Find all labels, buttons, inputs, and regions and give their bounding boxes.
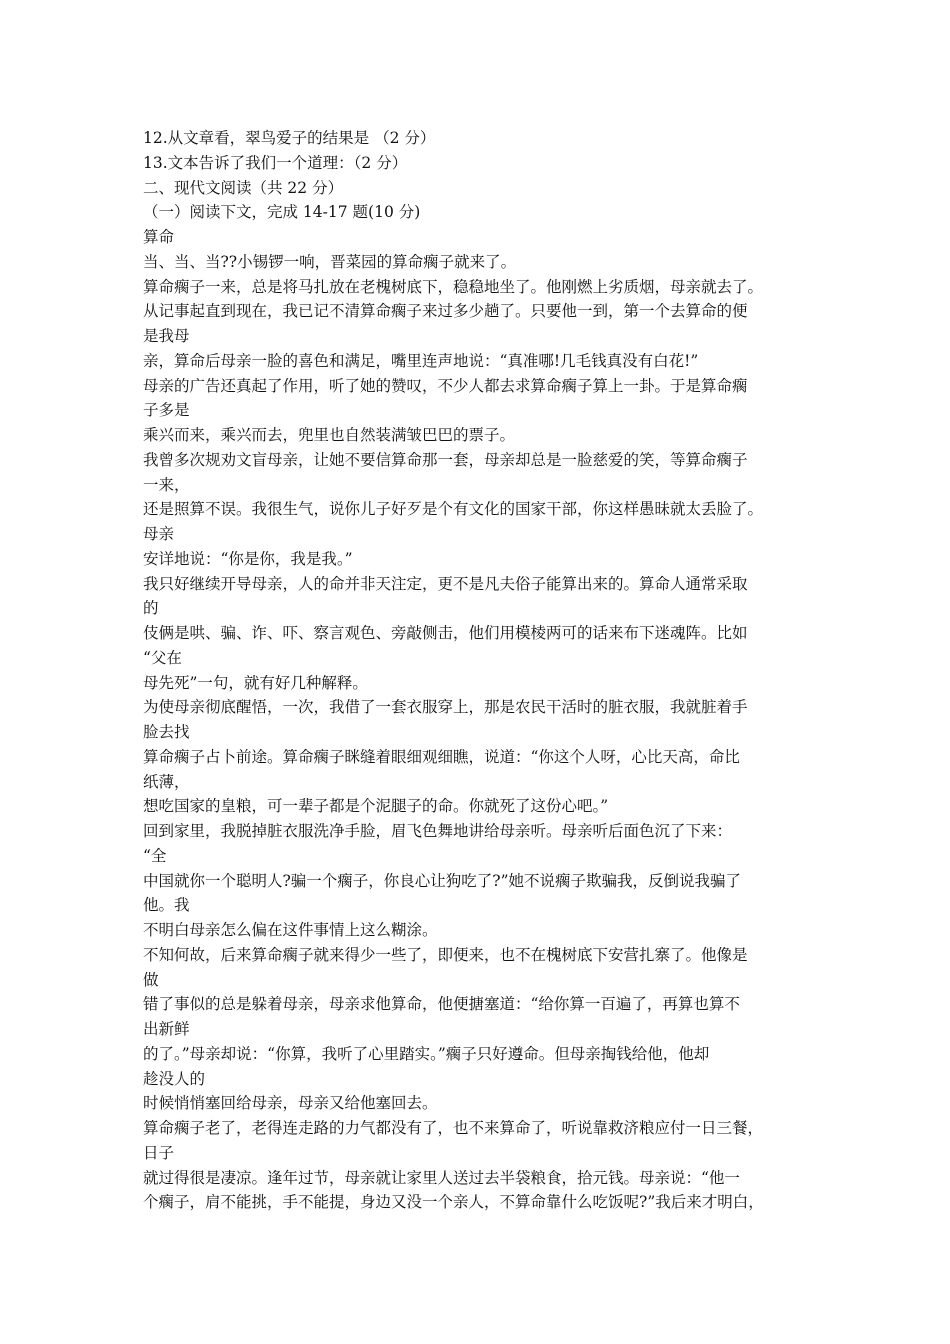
text-line: 错了事似的总是躲着母亲，母亲求他算命，他便搪塞道：“给你算一百遍了，再算也算不: [143, 995, 740, 1014]
text-line: 中国就你一个聪明人?骗一个瘸子，你良心让狗吃了?”她不说瘸子欺骗我，反倒说我骗了: [143, 871, 742, 890]
text-line: 做: [143, 970, 159, 989]
section-heading: 二、现代文阅读（共 22 分）: [143, 178, 344, 197]
text-line: 的: [143, 599, 159, 618]
text-line: 母亲的广告还真起了作用，听了她的赞叹，不少人都去求算命瘸子算上一卦。于是算命瘸: [143, 376, 748, 395]
document-page: [143, 126, 823, 1215]
text-line: 就过得很是凄凉。逢年过节，母亲就让家里人送过去半袋粮食，拾元钱。母亲说：“他一: [143, 1168, 740, 1187]
text-line: 当、当、当??小锡锣一响，晋菜园的算命瘸子就来了。: [143, 252, 517, 271]
text-line: 母亲: [143, 525, 175, 543]
text-line: 从记事起直到现在，我已记不清算命瘸子来过多少趟了。只要他一到，第一个去算命的便: [143, 302, 748, 321]
text-line: 他。我: [143, 896, 190, 915]
text-line: 回到家里，我脱掉脏衣服洗净手脸，眉飞色舞地讲给母亲听。母亲听后面色沉了下来：: [143, 822, 733, 840]
text-line: 亲，算命后母亲一脸的喜色和满足，嘴里连声地说：“真准哪!几毛钱真没有白花!”: [143, 351, 699, 370]
text-line: 算命瘸子占卜前途。算命瘸子眯缝着眼细观细瞧，说道：“你这个人呀，心比天高，命比: [143, 747, 740, 766]
text-line: 安详地说：“你是你，我是我。”: [143, 549, 353, 568]
text-line: 出新鲜: [143, 1020, 190, 1038]
text-line: 不明白母亲怎么偏在这件事情上这么糊涂。: [143, 921, 438, 939]
text-line: 为使母亲彻底醒悟，一次，我借了一套衣服穿上，那是农民干活时的脏衣服，我就脏着手: [143, 698, 748, 717]
text-line: 想吃国家的皇粮，可一辈子都是个泥腿子的命。你就死了这份心吧。”: [143, 797, 609, 816]
text-line: 算命瘸子老了，老得连走路的力气都没有了，也不来算命了，听说靠救济粮应付一日三餐，: [143, 1119, 764, 1137]
text-line: 还是照算不误。我很生气，说你儿子好歹是个有文化的国家干部，你这样愚昧就太丢脸了。: [143, 500, 764, 519]
text-line: 不知何故，后来算命瘸子就来得少一些了，即便来，也不在槐树底下安营扎寨了。他像是: [143, 945, 748, 964]
text-line: 13.文本告诉了我们一个道理：（2 分）: [143, 153, 408, 172]
text-line: 12.从文章看，翠鸟爱子的结果是 （2 分）: [143, 129, 436, 147]
text-line: （一）阅读下文，完成 14-17 题(10 分): [143, 203, 421, 222]
text-line: 纸薄，: [143, 772, 190, 791]
text-line: 一来，: [143, 475, 190, 494]
text-line: “父在: [143, 648, 182, 667]
text-line: 子多是: [143, 401, 190, 420]
text-line: 母先死”一句，就有好几种解释。: [143, 673, 368, 692]
article-title: 算命: [143, 228, 175, 246]
text-line: 时候悄悄塞回给母亲，母亲又给他塞回去。: [143, 1094, 438, 1113]
text-line: 伎俩是哄、骗、诈、吓、察言观色、旁敲侧击，他们用模棱两可的话来布下迷魂阵。比如: [143, 624, 748, 642]
text-line: 乘兴而来，乘兴而去，兜里也自然装满皱巴巴的票子。: [143, 426, 516, 444]
text-line: 我只好继续开导母亲，人的命并非天注定，更不是凡夫俗子能算出来的。算命人通常采取: [143, 574, 748, 593]
text-line: 脸去找: [143, 723, 190, 741]
text-line: 我曾多次规劝文盲母亲，让她不要信算命那一套，母亲却总是一脸慈爱的笑，等算命瘸子: [143, 450, 748, 469]
text-line: 趁没人的: [143, 1069, 206, 1088]
text-line: “全: [143, 846, 167, 865]
text-line: 算命瘸子一来，总是将马扎放在老槐树底下，稳稳地坐了。他刚燃上劣质烟，母亲就去了。: [143, 277, 764, 296]
text-line: 日子: [143, 1143, 175, 1162]
text-line: 是我母: [143, 327, 190, 345]
text-line: 个瘸子，肩不能挑，手不能提，身边又没一个亲人，不算命靠什么吃饭呢?”我后来才明白，: [143, 1193, 764, 1212]
text-line: 的了。”母亲却说：“你算，我听了心里踏实。”瘸子只好遵命。但母亲掏钱给他，他却: [143, 1044, 710, 1063]
